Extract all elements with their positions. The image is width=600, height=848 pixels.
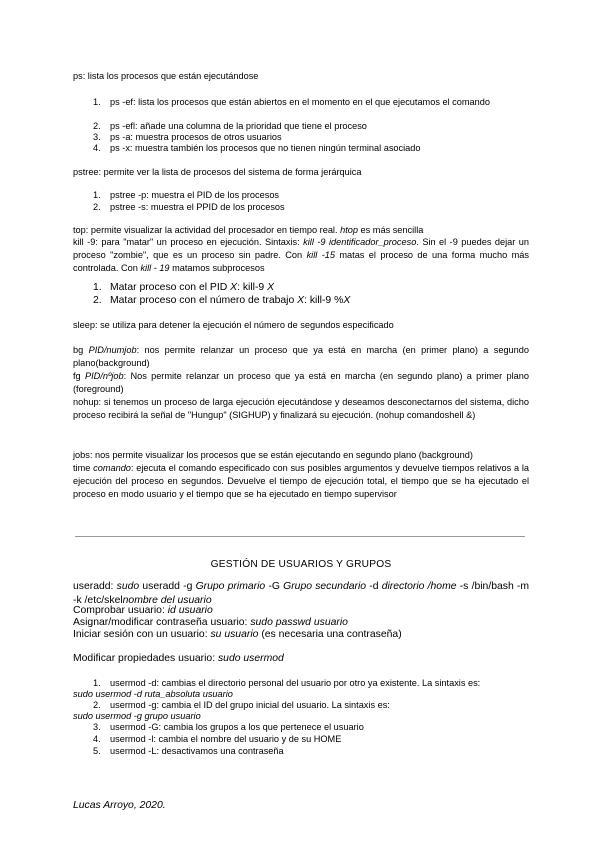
useradd-paragraph: useradd: sudo useradd -g Grupo primario -G Grupo secundario -d directorio /home -s /bin/bash -m -k /etc/skelnombre del usuario <box>73 581 530 606</box>
top-line: top: permite visualizar la actividad del procesador en tiempo real. htop es más sencilla <box>73 225 424 235</box>
sleep-line: sleep: se utiliza para detener la ejecución el número de segundos especificado <box>73 320 394 330</box>
author-footer: Lucas Arroyo, 2020. <box>73 800 166 811</box>
login-line: Iniciar sesión con un usuario: su usuario (es necesaria una contraseña) <box>73 629 402 640</box>
ps-heading: ps: lista los procesos que están ejecutándose <box>73 71 259 81</box>
jobs-line: jobs: nos permite visualizar los procesos que se están ejecutando en segundo plano (background) <box>73 450 473 460</box>
time-paragraph: time comando: ejecuta el comando especificado con sus posibles argumentos y devuelve tiempos relativos a la ejecución del proceso en segundos. Devuelve el tiempo de ejecución total, el tiempo que se ha ejecutado el proceso en modo usuario y el tiempo que se ha ejecutado en tiempo supervisor <box>73 463 529 499</box>
divider <box>75 536 525 537</box>
section-title: GESTIÓN DE USUARIOS Y GRUPOS <box>210 559 392 570</box>
usermod-syntax: sudo usermod -d ruta_absoluta usuario <box>73 689 233 699</box>
passwd-line: Asignar/modificar contraseña usuario: sudo passwd usuario <box>73 617 348 628</box>
nohup-paragraph: nohup: si tenemos un proceso de larga ejecución ejecutándose y deseamos desconectarnos del sistema, dicho proceso recibirá la señal de "Hungup" (SIGHUP) y finalizará su ejecución. (nohup comandoshell &) <box>73 397 529 420</box>
check-user-line: Comprobar usuario: id usuario <box>73 605 213 616</box>
usermod-syntax: sudo usermod -g grupo usuario <box>73 711 201 721</box>
bg-paragraph: bg PID/numjob: nos permite relanzar un proceso que ya está en marcha (en primer plano) a segundo plano(background) <box>73 345 529 368</box>
fg-paragraph: fg PID/nºjob: Nos permite relanzar un proceso que ya está en marcha (en segundo plano) a primer plano (foreground) <box>73 371 529 394</box>
usermod-heading: Modificar propiedades usuario: sudo usermod <box>73 653 284 664</box>
kill-paragraph: kill -9: para "matar" un proceso en ejecución. Sintaxis: kill -9 identificador_proceso. Sin el -9 puedes dejar un proceso "zombie", que es un proceso sin padre. Con kill -15 matas el proceso de una forma mucho más controlada. Con kill - 19 matamos subprocesos <box>73 237 529 273</box>
pstree-heading: pstree: permite ver la lista de procesos del sistema de forma jerárquica <box>73 167 362 177</box>
document-page: ps: lista los procesos que están ejecutándose 1. ps -ef: lista los procesos que están abiertos en el momento en el que ejecutamos el comando 2. ps -efl: añade una columna de la prioridad que tiene el proceso 3. ps -a: muestra procesos de otros usuarios 4. ps -x: muestra también los procesos que no tienen ningún terminal asociado pstree: permite ver la lista de procesos del sistema de forma jerárquica 1. pstree -p: muestra el PID de los procesos 2. pstree -s: muestra el PPID de los procesos top: permite visualizar la actividad del procesador en tiempo real. htop es más sencilla kill -9: para "matar" un proceso en ejecución. Sintaxis: kill -9 identificador_proceso. Sin el -9 puedes dejar un proceso "zombie", que es un proceso sin padre. Con kill -15 matas el proceso de una forma mucho más controlada. Con kill - 19 matamos subprocesos 1. Matar proceso con el PID X: kill-9 X 2. Matar proceso con el número de trabajo X: kill-9 %X sleep: se utiliza para detener la ejecución el número de segundos especificado bg PID/numjob: nos permite relanzar un proceso que ya está en marcha (en primer plano) a segundo plano(background) fg PID/nºjob: Nos permite relanzar un proceso que ya está en marcha (en segundo plano) a primer plano (foreground) nohup: si tenemos un proceso de larga ejecución ejecutándose y deseamos desconectarnos del sistema, dicho proceso recibirá la señal de "Hungup" (SIGHUP) y finalizará su ejecución. (nohup comandoshell &) jobs: nos permite visualizar los procesos que se están ejecutando en segundo plano (background) time comando: ejecuta el comando especificado con sus posibles argumentos y devuelve tiempos relativos a la ejecución del proceso en segundos. Devuelve el tiempo de ejecución total, el tiempo que se ha ejecutado el proceso en modo usuario y el tiempo que se ha ejecutado en tiempo supervisor GESTIÓN DE USUARIOS Y GRUPOS useradd: sudo useradd -g Grupo primario -G Grupo secundario -d directorio /home -s /bin/bash -m -k /etc/skelnombre del usuario Comprobar usuario: id usuario Asignar/modificar contraseña usuario: sudo passwd usuario Iniciar sesión con un usuario: su usuario (es necesaria una contraseña) Modificar propiedades usuario: sudo usermod 1. usermod -d: cambias el directorio personal del usuario por otro ya existente. La sintaxis es: sudo usermod -d ruta_absoluta usuario 2. usermod -g: cambia el ID del grupo inicial del usuario. La sintaxis es: sudo usermod -g grupo usuario 3. usermod -G: cambia los grupos a los que pertenece el usuario 4. usermod -l: cambia el nombre del usuario y de su HOME 5. usermod -L: desactivamos una contraseña Lucas Arroyo, 2020. <box>73 71 530 811</box>
